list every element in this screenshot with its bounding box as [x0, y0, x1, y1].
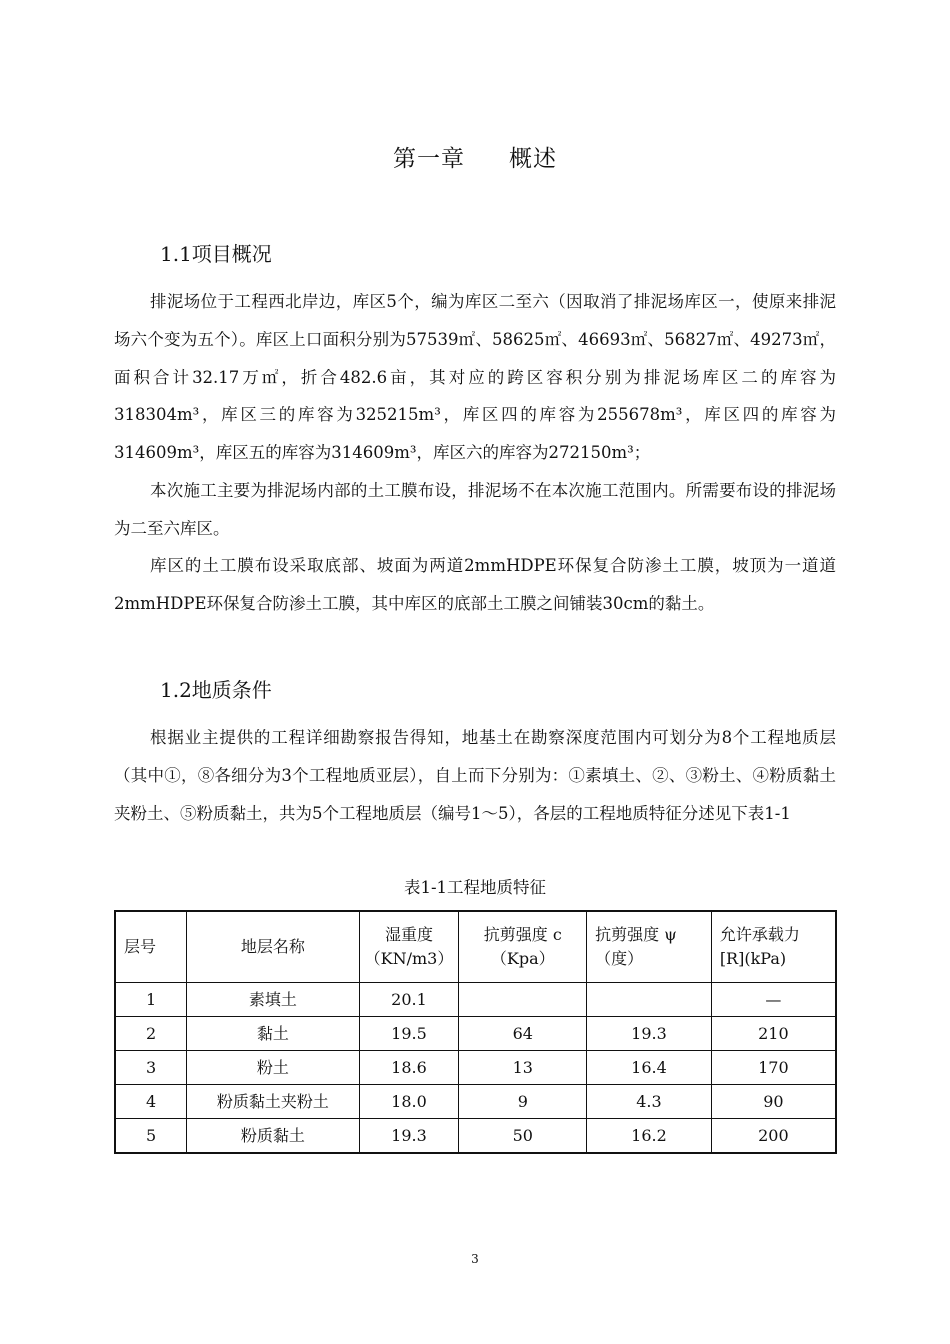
paragraph-scope: 本次施工主要为排泥场内部的土工膜布设，排泥场不在本次施工范围内。所需要布设的排泥场为二至六库区。: [114, 481, 836, 538]
geology-table: [114, 910, 837, 1154]
section-heading-1-2: 1.2地质条件: [160, 678, 272, 702]
cell-cohesion: [459, 983, 587, 1017]
cell-name: 粉质黏土夹粉土: [187, 1085, 359, 1119]
cell-cohesion: 50: [459, 1119, 587, 1154]
header-cohesion-label: 抗剪强度 c: [483, 925, 562, 944]
table-row: [115, 1085, 836, 1119]
header-bearing-unit: [R](kPa): [719, 949, 787, 968]
header-layer-name: 地层名称: [187, 911, 359, 983]
paragraph-overview: 排泥场位于工程西北岸边，库区5个，编为库区二至六（因取消了排泥场库区一，使原来排泥场六个变为五个）。库区上口面积分别为57539㎡、58625㎡、46693㎡、56827㎡、49273㎡，面积合计32.17万㎡，折合482.6亩，其对应的跨区容积分别为排泥场库区二的库容为318304m³，库区三的库容为325215m³，库区四的库容为255678m³，库区四的库容为314609m³，库区五的库容为314609m³，库区六的库容为272150m³；: [114, 292, 836, 463]
cell-friction: 4.3: [587, 1085, 712, 1119]
cell-layer: 3: [115, 1051, 187, 1085]
cell-layer: 2: [115, 1017, 187, 1051]
header-cohesion: [459, 911, 587, 983]
table-row: [115, 983, 836, 1017]
cell-cohesion: 64: [459, 1017, 587, 1051]
page-number: 3: [471, 1252, 479, 1266]
cell-friction: 16.4: [587, 1051, 712, 1085]
header-cohesion-unit: （Kpa）: [490, 949, 555, 968]
cell-layer: 4: [115, 1085, 187, 1119]
chapter-title: [0, 140, 950, 173]
cell-friction: 19.3: [587, 1017, 712, 1051]
cell-name: 粉质黏土: [187, 1119, 359, 1154]
cell-bearing: 170: [711, 1051, 836, 1085]
cell-layer: 5: [115, 1119, 187, 1154]
cell-cohesion: 13: [459, 1051, 587, 1085]
cell-density: 19.5: [359, 1017, 459, 1051]
header-layer-number: 层号: [115, 911, 187, 983]
header-friction-label: 抗剪强度 ψ: [595, 925, 677, 944]
table-row: [115, 1017, 836, 1051]
chapter-name: 概述: [509, 146, 557, 172]
cell-friction: [587, 983, 712, 1017]
cell-name: 素填土: [187, 983, 359, 1017]
header-friction-unit: （度）: [595, 949, 644, 968]
cell-name: 粉土: [187, 1051, 359, 1085]
header-bearing: [711, 911, 836, 983]
cell-bearing: 210: [711, 1017, 836, 1051]
cell-bearing: 90: [711, 1085, 836, 1119]
cell-density: 19.3: [359, 1119, 459, 1154]
table-header-row: [115, 911, 836, 983]
table-row: [115, 1119, 836, 1154]
cell-cohesion: 9: [459, 1085, 587, 1119]
cell-layer: 1: [115, 983, 187, 1017]
cell-friction: 16.2: [587, 1119, 712, 1154]
header-friction: [587, 911, 712, 983]
cell-density: 18.0: [359, 1085, 459, 1119]
section-heading-1-1: 1.1项目概况: [160, 242, 272, 266]
cell-name: 黏土: [187, 1017, 359, 1051]
table-row: [115, 1051, 836, 1085]
paragraph-membrane: 库区的土工膜布设采取底部、坡面为两道2mmHDPE环保复合防渗土工膜，坡顶为一道道2mmHDPE环保复合防渗土工膜，其中库区的底部土工膜之间铺装30cm的黏土。: [114, 556, 836, 613]
cell-density: 18.6: [359, 1051, 459, 1085]
header-density: [359, 911, 459, 983]
chapter-number: 第一章: [393, 146, 465, 172]
cell-bearing: —: [711, 983, 836, 1017]
paragraph-geology: 根据业主提供的工程详细勘察报告得知，地基土在勘察深度范围内可划分为8个工程地质层（其中①，⑧各细分为3个工程地质亚层），自上而下分别为：①素填土、②、③粉土、④粉质黏土夹粉土、⑤粉质黏土，共为5个工程地质层（编号1～5），各层的工程地质特征分述见下表1-1: [114, 728, 836, 823]
cell-bearing: 200: [711, 1119, 836, 1154]
header-density-label: 湿重度: [384, 925, 433, 944]
header-density-unit: （KN/m3）: [364, 949, 454, 968]
table-caption: 表1-1工程地质特征: [403, 878, 547, 897]
header-bearing-label: 允许承载力: [719, 925, 800, 944]
cell-density: 20.1: [359, 983, 459, 1017]
